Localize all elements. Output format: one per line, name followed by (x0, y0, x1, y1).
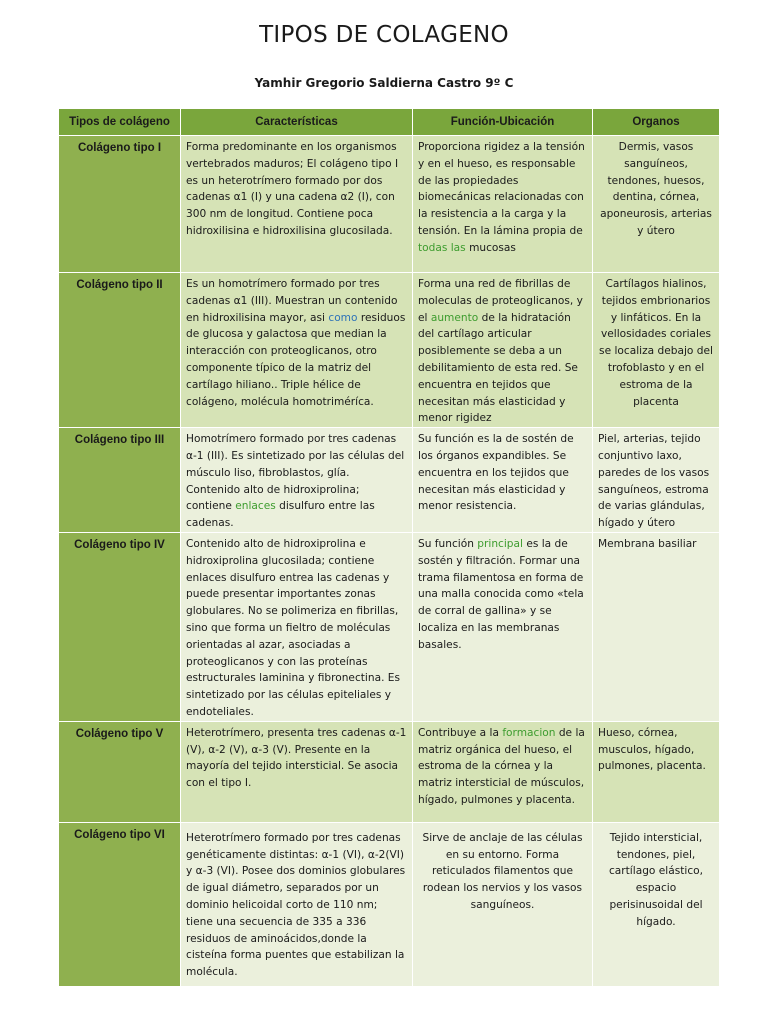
document-author: Yamhir Gregorio Saldierna Castro 9º C (254, 76, 514, 90)
table-row (59, 428, 720, 533)
row-caracteristicas: Heterotrímero, presenta tres cadenas α-1 (V), α-2 (V), α-3 (V). Presente en la mayoría del tejido intersticial. Se asocia con el tipo I. (181, 721, 413, 822)
row-caracteristicas: Forma predominante en los organismos vertebrados maduros; El colágeno tipo I es un heterotrímero formado por dos cadenas α1 (I) y una cadena α2 (I), con 300 nm de longitud. Contiene poca hidroxilisina e hidroxilisina glucosilada. (181, 136, 413, 273)
row-funcion (413, 273, 593, 428)
table-header-row (59, 109, 720, 136)
row-caracteristicas (181, 428, 413, 533)
row-type: Colágeno tipo II (59, 273, 181, 428)
row-funcion (413, 136, 593, 273)
row-funcion (413, 721, 593, 822)
row-funcion: Sirve de anclaje de las células en su entorno. Forma reticulados filamentos que rodean los nervios y los vasos sanguíneos. (413, 822, 593, 986)
funcion-text: Forma una red de fibrillas de moleculas de proteoglicanos, y el (418, 278, 583, 324)
table-row (59, 822, 720, 986)
row-type: Colágeno tipo V (59, 721, 181, 822)
funcion-text: de la hidratación del cartílago articular posiblemente se deba a un debilitamiento de esta red. Se encuentra en tejidos que necesitan más elasticidad y menor rigidez (418, 311, 578, 425)
header-tipos: Tipos de colágeno (59, 109, 181, 136)
caracteristicas-text: Homotrímero formado por tres cadenas α-1 (III). Es sintetizado por las células del músculo liso, fibroblastos, glía. Contenido alto de hidroxiprolina; contiene (186, 433, 405, 513)
table-row (59, 532, 720, 721)
table-row (59, 721, 720, 822)
header-caracteristicas: Características (181, 109, 413, 136)
funcion-text: es la de sostén y filtración. Formar una trama filamentosa en forma de una malla conocida como «tela de corral de gallina» y se localiza en las membranas basales. (418, 537, 584, 651)
funcion-text: mucosas (465, 241, 516, 254)
caracteristicas-highlight: como (328, 311, 358, 324)
header-organos: Organos (593, 109, 720, 136)
row-caracteristicas (181, 273, 413, 428)
funcion-highlight: aumento (430, 311, 479, 324)
document-title: TIPOS DE COLAGENO (259, 22, 509, 48)
caracteristicas-text: Es un homotrímero formado por tres cadenas α1 (III). Muestran un contenido en hidroxilisina mayor, asi (186, 278, 398, 324)
funcion-text: de la matriz orgánica del hueso, el estroma de la córnea y la matriz intersticial de músculos, hígado, pulmones y placenta. (418, 726, 585, 806)
row-funcion (413, 532, 593, 721)
table-row (59, 136, 720, 273)
row-type: Colágeno tipo IV (59, 532, 181, 721)
row-funcion: Su función es la de sostén de los órganos expandibles. Se encuentra en los tejidos que necesitan más elasticidad y menor resistencia. (413, 428, 593, 533)
funcion-text: Contribuye a la (418, 726, 503, 739)
caracteristicas-highlight: enlaces (235, 500, 276, 513)
row-organos: Dermis, vasos sanguíneos, tendones, huesos, dentina, córnea, aponeurosis, arterias y útero (593, 136, 720, 273)
row-type: Colágeno tipo III (59, 428, 181, 533)
caracteristicas-text: disulfuro entre las cadenas. (186, 500, 375, 530)
funcion-highlight: principal (477, 537, 523, 550)
funcion-highlight: todas las (418, 241, 466, 254)
funcion-highlight: formacion (502, 726, 556, 739)
row-organos: Membrana basiliar (593, 532, 720, 721)
row-caracteristicas: Contenido alto de hidroxiprolina e hidroxiprolina glucosilada; contiene enlaces disulfuro entrea las cadenas y puede presentar importantes zonas globulares. No se polimeriza en fibrillas, sino que forma un fieltro de moléculas orientadas al azar, asociadas a proteoglicanos y con las proteínas estructurales laminina y fibronectina. Es sintetizado por las células epiteliales y endoteliales. (181, 532, 413, 721)
row-caracteristicas: Heterotrímero formado por tres cadenas genéticamente distintas: α-1 (VI), α-2(VI) y α-3 (VI). Posee dos dominios globulares de igual diámetro, separados por un dominio helicoidal corto de 110 nm; tiene una secuencia de 335 a 336 residuos de aminoácidos,donde la cisteína forma puentes que estabilizan la molécula. (181, 822, 413, 986)
row-type: Colágeno tipo VI (59, 822, 181, 986)
funcion-text: Proporciona rigidez a la tensión y en el hueso, es responsable de las propiedades biomecánicas relacionadas con la resistencia a la carga y la tensión. En la lámina propia de (418, 141, 585, 237)
row-organos: Hueso, córnea, musculos, hígado, pulmones, placenta. (593, 721, 720, 822)
table-row (59, 273, 720, 428)
row-organos: Piel, arterias, tejido conjuntivo laxo, paredes de los vasos sanguíneos, estroma de varias glándulas, hígado y útero (593, 428, 720, 533)
collagen-table (58, 108, 720, 987)
row-organos: Cartílagos hialinos, tejidos embrionarios y linfáticos. En la vellosidades coriales se localiza debajo del trofoblasto y en el estroma de la placenta (593, 273, 720, 428)
header-funcion: Función-Ubicación (413, 109, 593, 136)
row-organos: Tejido intersticial, tendones, piel, cartílago elástico, espacio perisinusoidal del hígado. (593, 822, 720, 986)
row-type: Colágeno tipo I (59, 136, 181, 273)
funcion-text: Su función (418, 537, 478, 550)
caracteristicas-text: residuos de glucosa y galactosa que median la interacción con proteoglicanos, otro componente típico de la matriz del cartílago hiliano.. Triple hélice de colágeno, molécula homotriméríca. (186, 311, 406, 408)
